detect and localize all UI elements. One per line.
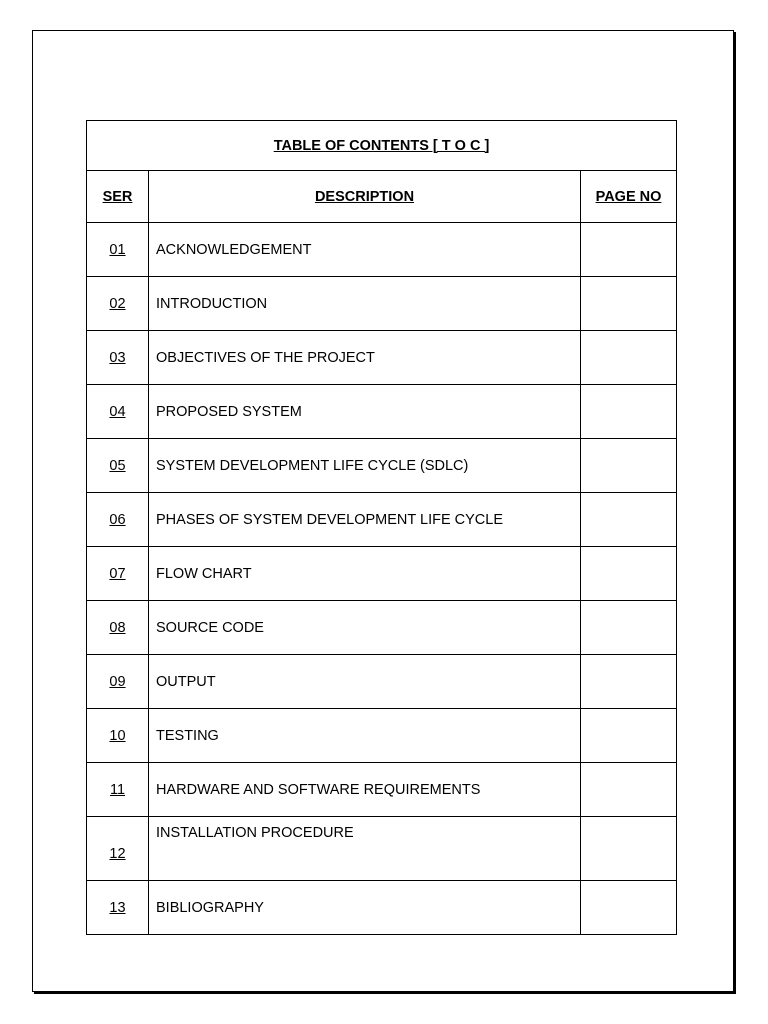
page-number — [581, 655, 677, 709]
header-description: DESCRIPTION — [149, 171, 581, 223]
description: SOURCE CODE — [149, 601, 581, 655]
description: PROPOSED SYSTEM — [149, 385, 581, 439]
title-cell — [87, 121, 677, 171]
page-number — [581, 601, 677, 655]
page-number — [581, 763, 677, 817]
table-row — [87, 817, 677, 881]
description: TESTING — [149, 709, 581, 763]
ser-number: 11 — [87, 763, 149, 817]
description: OUTPUT — [149, 655, 581, 709]
page-number — [581, 385, 677, 439]
ser-number: 04 — [87, 385, 149, 439]
header-page-no: PAGE NO — [581, 171, 677, 223]
description: OBJECTIVES OF THE PROJECT — [149, 331, 581, 385]
table-row — [87, 547, 677, 601]
ser-number: 06 — [87, 493, 149, 547]
ser-number: 10 — [87, 709, 149, 763]
table-row — [87, 331, 677, 385]
table-row — [87, 493, 677, 547]
table-row — [87, 881, 677, 935]
table-row — [87, 709, 677, 763]
page-number — [581, 223, 677, 277]
description: ACKNOWLEDGEMENT — [149, 223, 581, 277]
header-ser: SER — [87, 171, 149, 223]
table-row — [87, 763, 677, 817]
ser-number: 05 — [87, 439, 149, 493]
description: SYSTEM DEVELOPMENT LIFE CYCLE (SDLC) — [149, 439, 581, 493]
ser-number: 09 — [87, 655, 149, 709]
table-row — [87, 385, 677, 439]
page-number — [581, 331, 677, 385]
description: PHASES OF SYSTEM DEVELOPMENT LIFE CYCLE — [149, 493, 581, 547]
ser-number: 07 — [87, 547, 149, 601]
description: HARDWARE AND SOFTWARE REQUIREMENTS — [149, 763, 581, 817]
page-number — [581, 547, 677, 601]
description: FLOW CHART — [149, 547, 581, 601]
table-row — [87, 601, 677, 655]
toc-title: TABLE OF CONTENTS [ T O C ] — [273, 137, 490, 154]
title-row — [87, 121, 677, 171]
ser-number: 03 — [87, 331, 149, 385]
page-number — [581, 493, 677, 547]
header-row — [87, 171, 677, 223]
page-number — [581, 881, 677, 935]
ser-number: 02 — [87, 277, 149, 331]
table-row — [87, 655, 677, 709]
table-of-contents — [86, 120, 677, 935]
page-number — [581, 709, 677, 763]
ser-number: 01 — [87, 223, 149, 277]
page-number — [581, 277, 677, 331]
ser-number: 08 — [87, 601, 149, 655]
ser-number: 12 — [87, 817, 149, 881]
table-row — [87, 223, 677, 277]
page-number — [581, 817, 677, 881]
ser-number: 13 — [87, 881, 149, 935]
description: BIBLIOGRAPHY — [149, 881, 581, 935]
table-row — [87, 439, 677, 493]
description: INSTALLATION PROCEDURE — [149, 817, 581, 881]
page-number — [581, 439, 677, 493]
table-row — [87, 277, 677, 331]
description: INTRODUCTION — [149, 277, 581, 331]
